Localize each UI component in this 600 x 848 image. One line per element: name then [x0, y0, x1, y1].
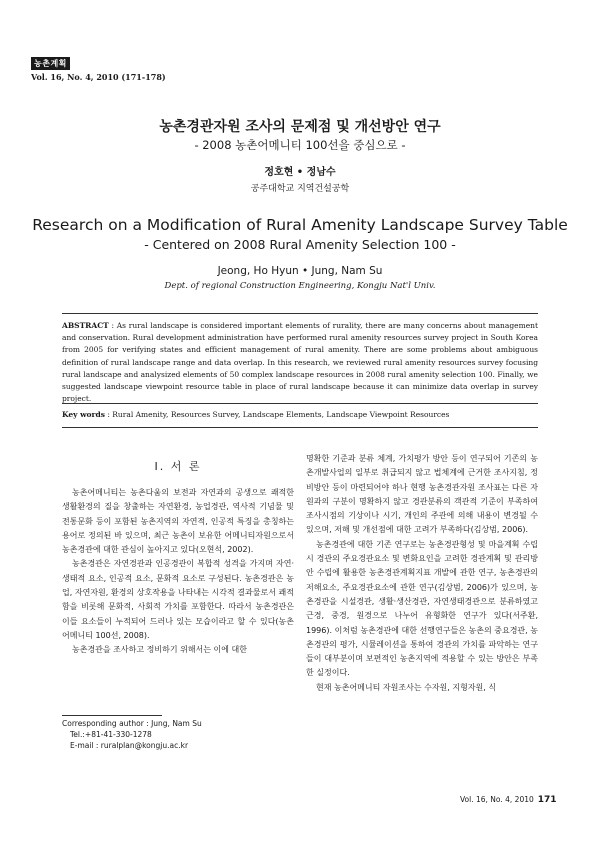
paragraph: 농촌어메니티는 농촌다움의 보전과 자연과의 공생으로 쾌적한 생활환경의 질을 창출하는 자연환경, 농업경관, 역사적 기념물 및 전통문화 등이 포함된 농촌지역의 자연적, 인공적 특징을 총칭하는 용어로 정의된 바 있으며, 최근 농촌이 보유한 어메니티자원으로서 농촌경관에 대한 관심이 높아지고 있다(오현석, 2002).: [62, 488, 294, 555]
keywords: [62, 410, 538, 419]
paragraph: 명확한 기준과 분류 체계, 가치평가 방안 등이 연구되어 기존의 농촌개발사업의 일부로 취급되지 않고 법체계에 근거한 조사지침, 정비방안 등이 마련되어야 하나 현행 농촌경관자원 조사표는 다른 자원과의 구분이 명확하지 않고 경관분류의 객관적 기준이 부족하여 조사시점의 기상이나 시기, 개인의 주관에 의해 내용이 변경될 수 있으며, 저해 및 개선점에 대한 고려가 부족하다(김상범, 2006).: [306, 454, 538, 535]
page-footer: [460, 795, 557, 805]
korean-affiliation: 공주대학교 지역건설공학: [250, 184, 350, 194]
keywords-bottom-rule: [62, 427, 538, 428]
right-column: [306, 452, 538, 695]
page-number: 171: [537, 795, 557, 805]
volume-line: Vol. 16, No. 4, 2010 (171-178): [31, 72, 166, 82]
abstract-bottom-rule: [62, 403, 538, 404]
correspondence: [62, 718, 202, 751]
korean-authors: 정호현 • 정남수: [264, 167, 336, 178]
paragraph: 농촌경관은 자연경관과 인공경관이 복합적 성격을 가지며 자연·생태적 요소, 인공적 요소, 문화적 요소로 구성된다. 농촌경관은 농업, 자연자원, 환경의 상호작용을 나타내는 시각적 결과물로서 쾌적함을 비롯해 문화적, 사회적 가치를 포함한다. 따라서 농촌경관은 이들 요소들이 누적되어 드러나 있는 모습이라고 할 수 있다(농촌어메니티 100선, 2008).: [62, 559, 294, 640]
abstract-top-rule: [62, 313, 538, 314]
paragraph: 농촌경관에 대한 기존 연구로는 농촌경관형성 및 마을계획 수립시 경관의 주요경관요소 및 변화요인을 고려한 경관계획 및 관리방안 수립에 활용한 농촌경관계획지표 개발에 관한 연구, 농촌경관의 저해요소, 주요경관요소에 관한 연구(김상범, 2006)가 있으며, 농촌경관을 시설경관, 생활·생산경관, 자연생태경관으로 분류하였고 근경, 중경, 원경으로 나누어 유형화한 연구가 있다(서주환, 1996). 이처럼 농촌경관에 대한 선행연구들은 농촌의 중요경관, 농촌경관의 평가, 시뮬레이션을 통하여 경관의 가치를 파악하는 연구들이 대부분이며 보편적인 농촌지역에 적용할 수 있는 방안은 부족한 실정이다.: [306, 539, 538, 678]
abstract-text: : As rural landscape is considered important elements of rurality, there are many concerns about management and conservation. Rural development administration have performed rural amenity resources survey project in South Korea from 2005 for verifying states and efficient management of rural amenity. There are some problems about ambiguous definition of rural landscape range and data overlap. In this research, we reviewed rural amenity resources survey focusing rural landscape and analysized elements of 50 complex landscape resources in 2008 rural amenity selection 100. Finally, we suggested landscape viewpoint resource table in place of rural landscape because it can minimize data overlap in survey project.: [62, 321, 538, 404]
keywords-text: : Rural Amenity, Resources Survey, Landscape Elements, Landscape Viewpoint Resources: [104, 410, 450, 419]
english-authors: Jeong, Ho Hyun • Jung, Nam Su: [217, 265, 383, 277]
abstract-label: ABSTRACT: [62, 321, 109, 330]
corresponding-tel: Tel.:+81-41-330-1278: [70, 730, 152, 739]
english-subtitle: - Centered on 2008 Rural Amenity Selection 100 -: [144, 237, 456, 252]
abstract: [62, 320, 538, 405]
footer-volume: Vol. 16, No. 4, 2010: [460, 795, 534, 804]
section-heading: Ⅰ. 서 론: [154, 460, 202, 473]
left-column: [62, 486, 294, 658]
journal-badge: 농촌계획: [31, 57, 70, 70]
english-affiliation: Dept. of regional Construction Engineering, Kongju Nat'l Univ.: [164, 281, 436, 291]
paragraph: 농촌경관을 조사하고 정비하기 위해서는 이에 대한: [72, 645, 248, 655]
corresponding-author: Corresponding author : Jung, Nam Su: [62, 719, 202, 728]
footnote-rule: [62, 715, 162, 716]
paragraph: 현재 농촌어메니티 자원조사는 수자원, 지형자원, 식: [316, 682, 497, 692]
keywords-label: Key words: [62, 410, 105, 419]
corresponding-email: E-mail : ruralplan@kongju.ac.kr: [70, 741, 189, 750]
english-title: Research on a Modification of Rural Amenity Landscape Survey Table: [32, 216, 568, 234]
korean-subtitle: - 2008 농촌어메니티 100선을 중심으로 -: [194, 138, 406, 152]
korean-title: 농촌경관자원 조사의 문제점 및 개선방안 연구: [159, 119, 441, 135]
